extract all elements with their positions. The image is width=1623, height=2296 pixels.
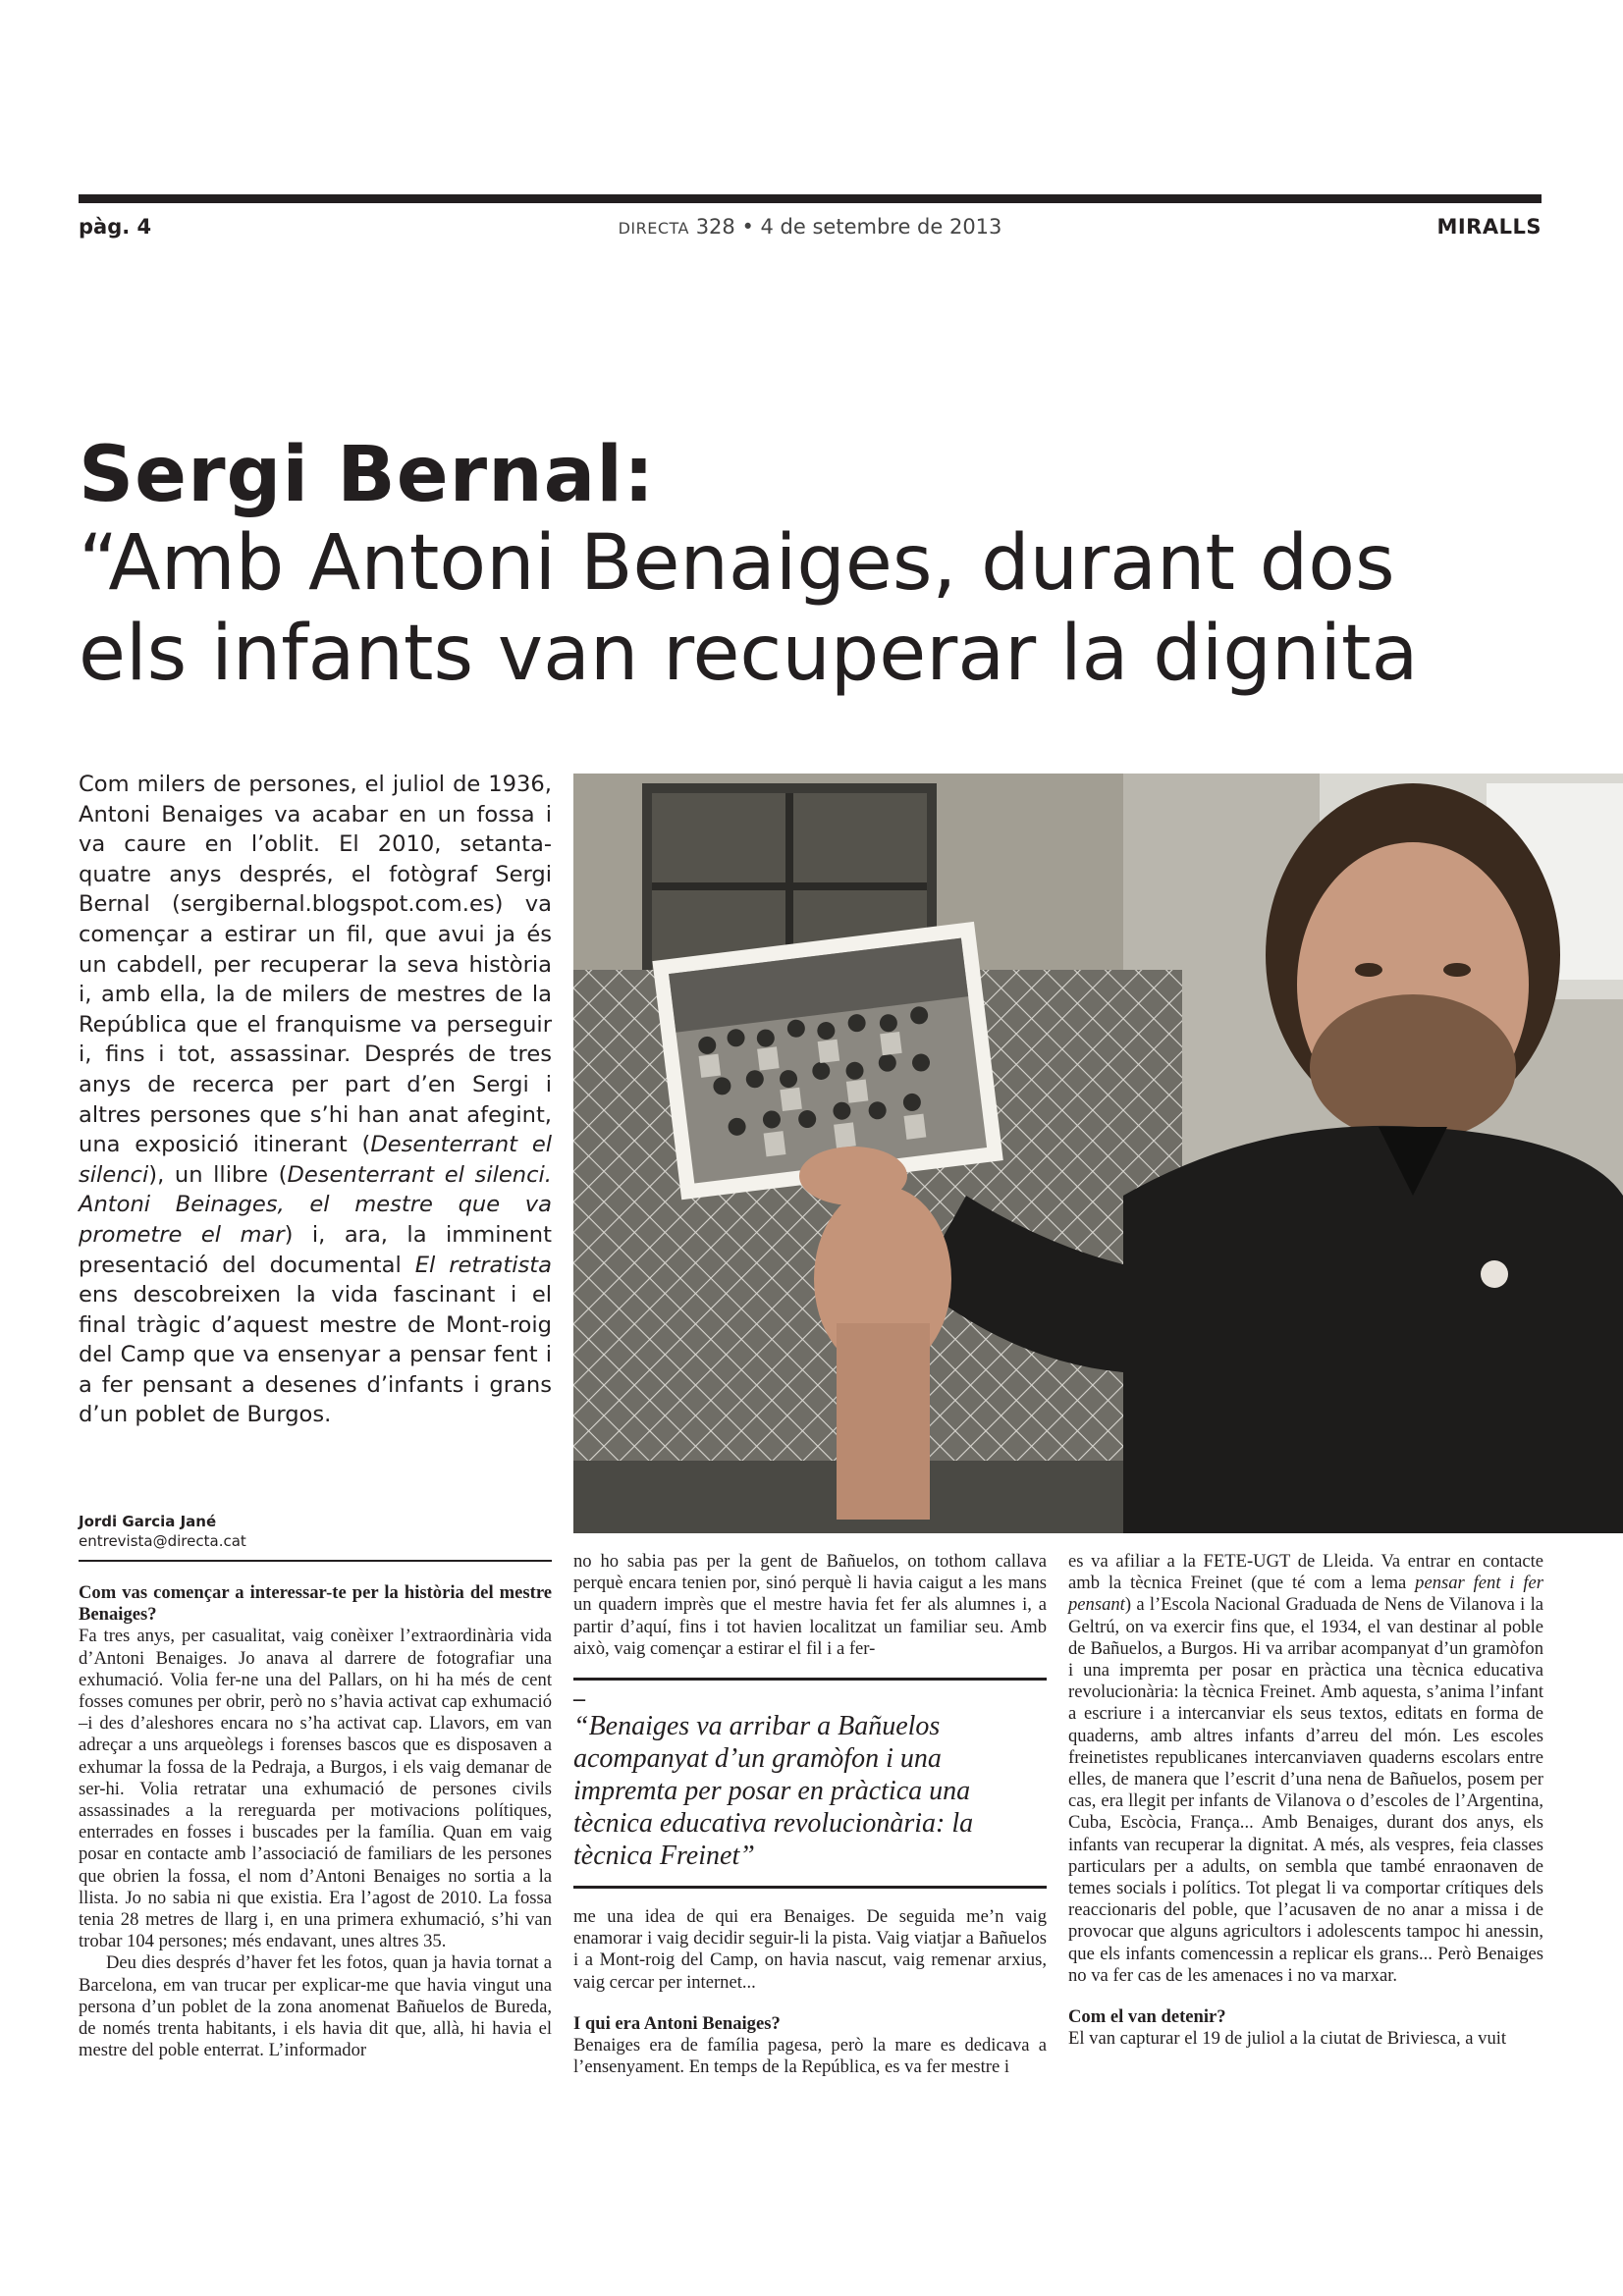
headline-quote-line-2: els infants van recuperar la dignita (79, 610, 1419, 698)
answer-paragraph: Fa tres anys, per casualitat, vaig conèixer l’extraordinària vida d’Antoni Benaiges. Jo anava al darrere de fotografiar una exhumació. Volia fer-ne una del Pallars, on hi ha més de cent fosses comunes per obrir, però no s’havia activat cap exhumació –i des d’aleshores encara no s’ha activat cap. Llavors, em van adreçar a uns arqueòlegs i forenses bascos que es disposaven a exhumar la fossa de la Pedraja, a Burgos, i els vaig demanar de ser-hi. Volia retratar una exhumació de persones civils assassinades a la rereguarda per motivacions polítiques, enterrades en fosses i buscades per la família. Quan em vaig posar en contacte amb l’associació de familiars de les persones que obrien la fossa, el nom d’Antoni Benaiges no sortia a la llista. Jo no sabia ni que existia. Era l’agost de 2010. La fossa tenia 28 metres de llarg i, en una primera exhumació, s’hi van trobar 104 persones; més endavant, unes altres 35. (79, 1626, 552, 1952)
header-rule (79, 194, 1542, 203)
answer-paragraph (1068, 1551, 1543, 1987)
byline-rule (79, 1560, 552, 1562)
issue-date: 328 • 4 de setembre de 2013 (695, 215, 1002, 239)
answer-paragraph: Deu dies després d’haver fet les fotos, quan ja havia tornat a Barcelona, em van trucar per explicar-me que havia vingut una persona d’un poblet de la zona anomenat Bañuelos de Bureda, de només trenta habitants, i els havia dit que, allà, hi havia el mestre del poble enterrat. L’informador (79, 1952, 552, 2061)
answer-paragraph: El van capturar el 19 de juliol a la ciutat de Briviesca, a vuit (1068, 2028, 1507, 2050)
page-number: pàg. 4 (79, 215, 152, 239)
lede-italic: Desenterrant el silenci (79, 1132, 552, 1188)
answer-text: es va afiliar a la FETE-UGT de Lleida. Va entrar en contacte amb la tècnica Freinet (que té com a lema (1068, 1551, 1543, 1594)
headline-quote-line-1: “Amb Antoni Benaiges, durant dos (79, 519, 1395, 608)
lede-text: ) i, ara, la imminent presentació del documental (79, 1221, 552, 1278)
body-column-3 (1068, 1551, 1543, 2050)
question: I qui era Antoni Benaiges? (573, 2012, 781, 2034)
answer-italic: pensar fent i fer pensant (1068, 1573, 1543, 1616)
lede-italic: Desenterrant el silenci. Antoni Beinages, el mestre que va prometre el mar (79, 1161, 552, 1248)
answer-text: ) a l’Escola Nacional Graduada de Nens de Vilanova i la Geltrú, on va exercir fins que, el 1934, el van destinar al poble de Bañuelos, a Burgos. Hi va arribar acompanyat d’un gramòfon i una impremta per posar en pràctica una tècnica educativa revolucionària: la tècnica Freinet. Amb aquesta, s’anima l’infant a escriure i a intercanviar els seus textos, editats en forma de quaderns, amb altres infants d’arreu del món. Les escoles freinetistes republicanes intercanviaven quaderns escolars entre elles, de manera que l’escrit d’una nena de Bañuelos, posem per cas, era llegit per infants de Vilanova o d’escoles de l’Argentina, Cuba, Escòcia, França... Amb Benaiges, durant dos anys, els infants van recuperar la dignitat. A més, als vespres, feia classes particulars per a adults, on sembla que també enraonaven de temes socials i polítics. Tot plegat li va comportar crítiques dels reaccionaris del poble, que l’acusaven de no anar a missa i de provocar que alguns agricultors i adolescents tampoc hi anessin, que els infants comencessin a replicar els grans... Però Benaiges no va fer cas de les amenaces i no va marxar. (1068, 1594, 1543, 1986)
byline-author: Jordi Garcia Jané (79, 1513, 217, 1530)
lede-paragraph (79, 770, 552, 1430)
lede-text: Com milers de persones, el juliol de 1936, Antoni Benaiges va acabar en un fossa i va caure en l’oblit. El 2010, setanta-quatre anys després, el fotògraf Sergi Bernal (sergibernal.blogspot.com.es) va començar a estirar un fil, que avui ja és un cabdell, per recuperar la seva història i, amb ella, la de milers de mestres de la República que el franquisme va perseguir i, fins i tot, assassinar. Després de tres anys de recerca per part d’en Sergi i altres persones que s’hi han anat afegint, una exposició itinerant ( (79, 772, 552, 1158)
pull-quote-text: “Benaiges va arribar a Bañuelos acompanyat d’un gramòfon i una impremta per posar en pràctica una tècnica educativa revolucionària: la tècnica Freinet” (573, 1711, 974, 1872)
pull-quote-dash: – (573, 1686, 585, 1713)
body-column-2 (573, 1551, 1047, 2078)
publication-name: DIRECTA (618, 219, 689, 238)
issue-line (550, 214, 1070, 241)
lede-text: ), un llibre ( (148, 1161, 288, 1188)
byline-email: entrevista@directa.cat (79, 1532, 246, 1550)
section-name: MIRALLS (1436, 215, 1542, 239)
question: Com el van detenir? (1068, 2006, 1226, 2028)
lede-text: ens descobreixen la vida fascinant i el final tràgic d’aquest mestre de Mont-roig del Camp que va ensenyar a pensar fent i a fer pensant a desenes d’infants i grans d’un poblet de Burgos. (79, 1282, 552, 1428)
pull-quote (573, 1678, 1047, 1889)
lede-italic: El retratista (414, 1252, 553, 1278)
headline-name: Sergi Bernal: (79, 432, 656, 519)
answer-paragraph: no ho sabia pas per la gent de Bañuelos, on tothom callava perquè encara tenien por, sinó perquè li havia caigut a les mans un quadern imprès que el mestre havia fet fer als alumnes i, a partir d’aquí, fins i tot havien localitzat un familiar seu. Amb això, vaig començar a estirar el fil i a fer- (573, 1551, 1047, 1659)
headline (79, 432, 1623, 699)
byline (79, 1512, 552, 1551)
portrait-photo (573, 774, 1623, 1533)
body-column-1 (79, 1582, 552, 2061)
answer-paragraph: me una idea de qui era Benaiges. De seguida me’n vaig enamorar i vaig decidir seguir-li la pista. Vaig viatjar a Bañuelos i a Mont-roig del Camp, on havia nascut, vaig remenar arxius, vaig cercar per internet... (573, 1906, 1047, 1993)
answer-paragraph: Benaiges era de família pagesa, però la mare es dedicava a l’ensenyament. En temps de la República, es va fer mestre i (573, 2035, 1047, 2078)
question: Com vas començar a interessar-te per la història del mestre Benaiges? (79, 1582, 552, 1626)
portrait-photo-drawing (573, 774, 1623, 1533)
